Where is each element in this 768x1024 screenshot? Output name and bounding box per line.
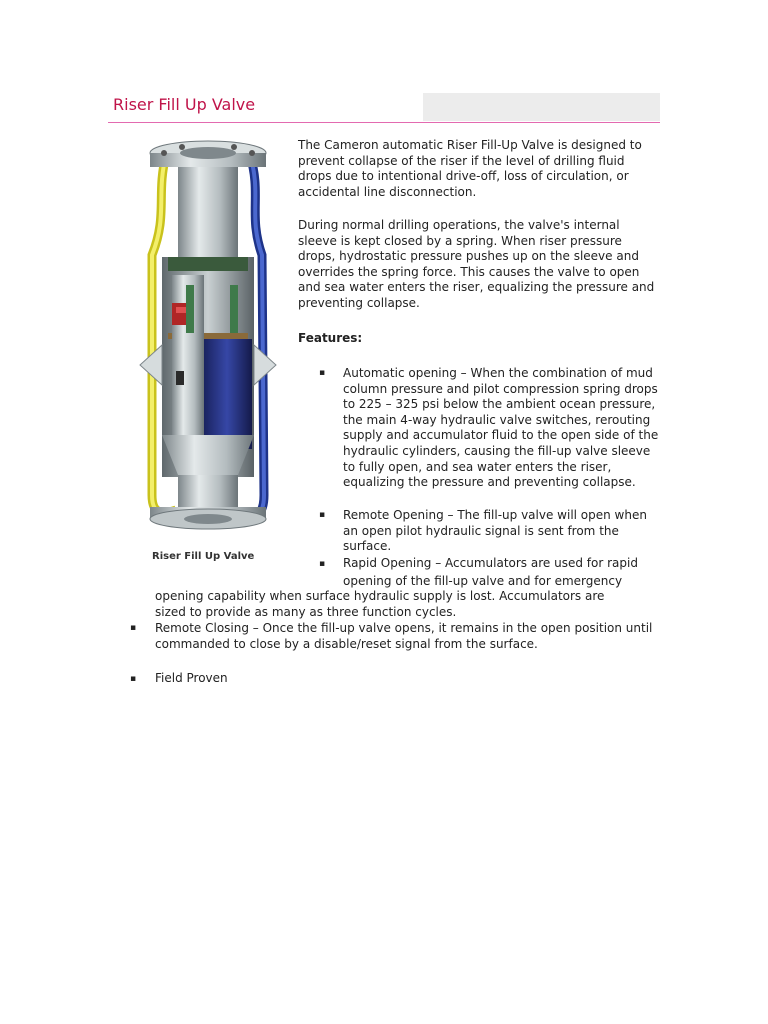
page-title: Riser Fill Up Valve xyxy=(113,95,256,114)
feature-item-remote-opening: Remote Opening – The fill-up valve will open when an open pilot hydraulic signal is sent from the surface. xyxy=(343,508,647,554)
title-bar-shade xyxy=(423,93,660,121)
bullet-icon: ▪ xyxy=(319,510,326,520)
feature-item-field-proven: Field Proven xyxy=(155,671,228,685)
feature-item-remote-closing: Remote Closing – Once the fill-up valve opens, it remains in the open position until commanded to close by a disable/reset signal from the surface. xyxy=(155,621,653,651)
riser-fill-up-valve-illustration xyxy=(138,135,298,545)
bullet-icon: ▪ xyxy=(130,674,137,684)
feature-item-rapid-opening-line-1: Rapid Opening – Accumulators are used for rapid xyxy=(343,556,638,570)
bullet-icon: ▪ xyxy=(130,623,137,633)
intro-paragraph-2: During normal drilling operations, the valve's internal sleeve is kept closed by a spring. When riser pressure drops, hydrostatic pressure pushes up on the sleeve and overrides the spring force. This causes the valve to open and sea water enters the riser, equalizing the pressure and preventing collapse. xyxy=(298,218,655,310)
feature-item-automatic-opening: Automatic opening – When the combination of mud column pressure and pilot compression spring drops to 225 – 325 psi below the ambient ocean pressure, the main 4-way hydraulic valve switches, rerouting supply and accumulator fluid to the open side of the hydraulic cylinders, causing the fill-up valve sleeve to fully open, and sea water enters the riser, equalizing the pressure and preventing collapse. xyxy=(343,366,659,490)
title-rule xyxy=(108,122,660,123)
bullet-icon: ▪ xyxy=(319,559,326,569)
figure-caption: Riser Fill Up Valve xyxy=(152,551,255,562)
internal-sleeve xyxy=(202,339,252,449)
features-heading: Features: xyxy=(298,331,363,345)
intro-paragraph-1: The Cameron automatic Riser Fill-Up Valve is designed to prevent collapse of the riser if the level of drilling fluid drops due to intentional drive-off, loss of circulation, or accidental line disconnection. xyxy=(298,138,642,199)
bullet-icon: ▪ xyxy=(319,368,326,378)
feature-item-rapid-opening-line-3: opening capability when surface hydraulic supply is lost. Accumulators are sized to provide as many as three function cycles. xyxy=(155,589,605,619)
feature-item-rapid-opening-line-2: opening of the fill-up valve and for emergency xyxy=(343,574,623,588)
